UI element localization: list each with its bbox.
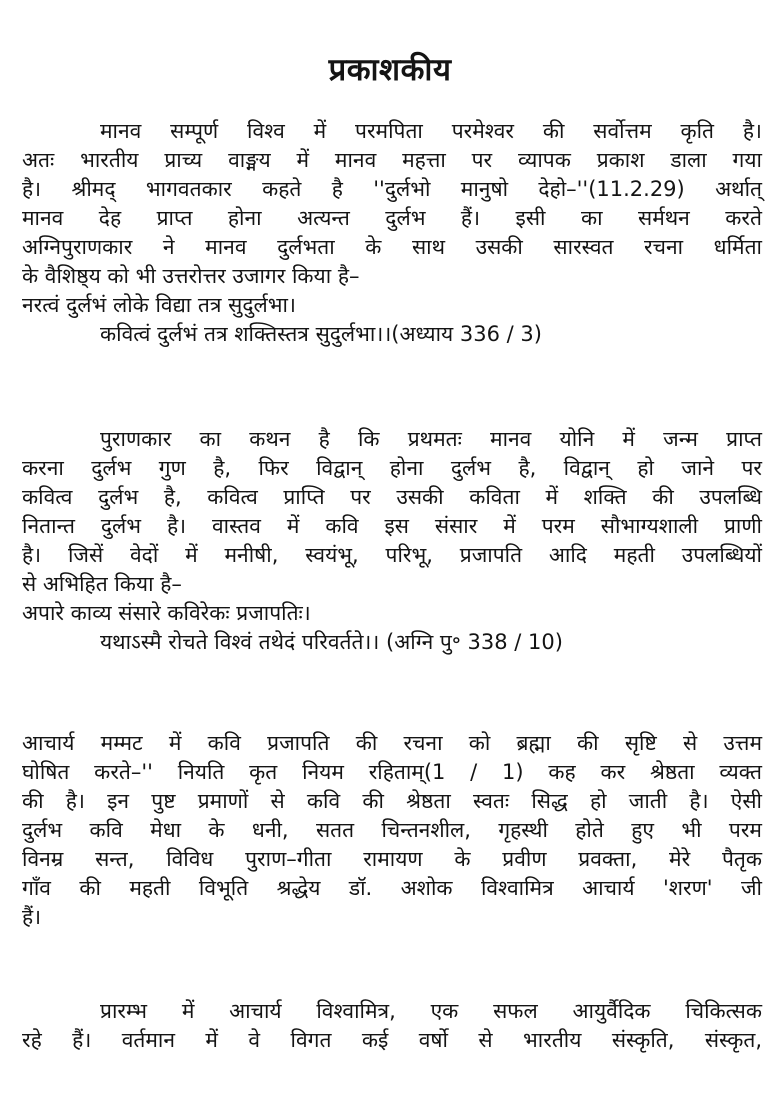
text-line: मानव सम्पूर्ण विश्व में परमपिता परमेश्वर की सर्वोत्तम कृति है।	[100, 119, 762, 143]
verse-line: अपारे काव्य संसारे कविरेकः प्रजापतिः।	[22, 601, 311, 625]
verse-line: यथाऽस्मै रोचते विश्वं तथेदं परिवर्तते।। (अग्नि पु॰ 338 / 10)	[100, 630, 563, 654]
text-line: से अभिहित किया है–	[22, 572, 182, 596]
page-title: प्रकाशकीय	[328, 52, 452, 88]
text-line: गाँव की महती विभूति श्रद्धेय डॉ. अशोक विश्वामित्र आचार्य 'शरण' जी	[22, 876, 762, 900]
text-line: नितान्त दुर्लभ है। वास्तव में कवि इस संसार में परम सौभाग्यशाली प्राणी	[22, 514, 762, 538]
text-line: करना दुर्लभ गुण है, फिर विद्वान् होना दुर्लभ है, विद्वान् हो जाने पर	[22, 456, 762, 480]
text-line: की है। इन पुष्ट प्रमाणों से कवि की श्रेष्ठता स्वतः सिद्ध हो जाती है। ऐसी	[22, 789, 762, 813]
text-line: कवित्व दुर्लभ है, कवित्व प्राप्ति पर उसकी कविता में शक्ति की उपलब्धि	[22, 485, 762, 509]
text-line: के वैशिष्ठ्य को भी उत्तरोत्तर उजागर किया है–	[22, 264, 360, 288]
text-line: है। जिसें वेदों में मनीषी, स्वयंभू, परिभू, प्रजापति आदि महती उपलब्धियों	[22, 543, 762, 567]
text-line: रहे हैं। वर्तमान में वे विगत कई वर्षो से भारतीय संस्कृति, संस्कृत,	[22, 1028, 762, 1052]
text-line: है। श्रीमद् भागवतकार कहते है ''दुर्लभो मानुषो देहो–''(11.2.29) अर्थात्	[22, 177, 762, 201]
text-line: विनम्र सन्त, विविध पुराण–गीता रामायण के प्रवीण प्रवक्ता, मेरे पैतृक	[22, 847, 762, 871]
verse-line: कवित्वं दुर्लभं तत्र शक्तिस्तत्र सुदुर्लभा।।(अध्याय 336 / 3)	[100, 322, 542, 346]
text-line: हैं।	[22, 905, 42, 929]
text-line: मानव देह प्राप्त होना अत्यन्त दुर्लभ हैं। इसी का सर्मथन करते	[22, 206, 762, 230]
text-line: पुराणकार का कथन है कि प्रथमतः मानव योनि में जन्म प्राप्त	[100, 427, 762, 451]
text-line: अग्निपुराणकार ने मानव दुर्लभता के साथ उसकी सारस्वत रचना धर्मिता	[22, 235, 762, 259]
text-line: अतः भारतीय प्राच्य वाङ्मय में मानव महत्ता पर व्यापक प्रकाश डाला गया	[22, 148, 762, 172]
text-line: प्रारम्भ में आचार्य विश्वामित्र, एक सफल आयुर्वैदिक चिकित्सक	[100, 999, 762, 1023]
text-line: घोषित करते–'' नियति कृत नियम रहिताम्(1 / 1) कह कर श्रेष्ठता व्यक्त	[22, 760, 762, 784]
text-line: आचार्य मम्मट में कवि प्रजापति की रचना को ब्रह्मा की सृष्टि से उत्तम	[22, 731, 762, 755]
text-line: दुर्लभ कवि मेधा के धनी, सतत चिन्तनशील, गृहस्थी होते हुए भी परम	[22, 818, 762, 842]
verse-line: नरत्वं दुर्लभं लोके विद्या तत्र सुदुर्लभा।	[22, 293, 296, 317]
